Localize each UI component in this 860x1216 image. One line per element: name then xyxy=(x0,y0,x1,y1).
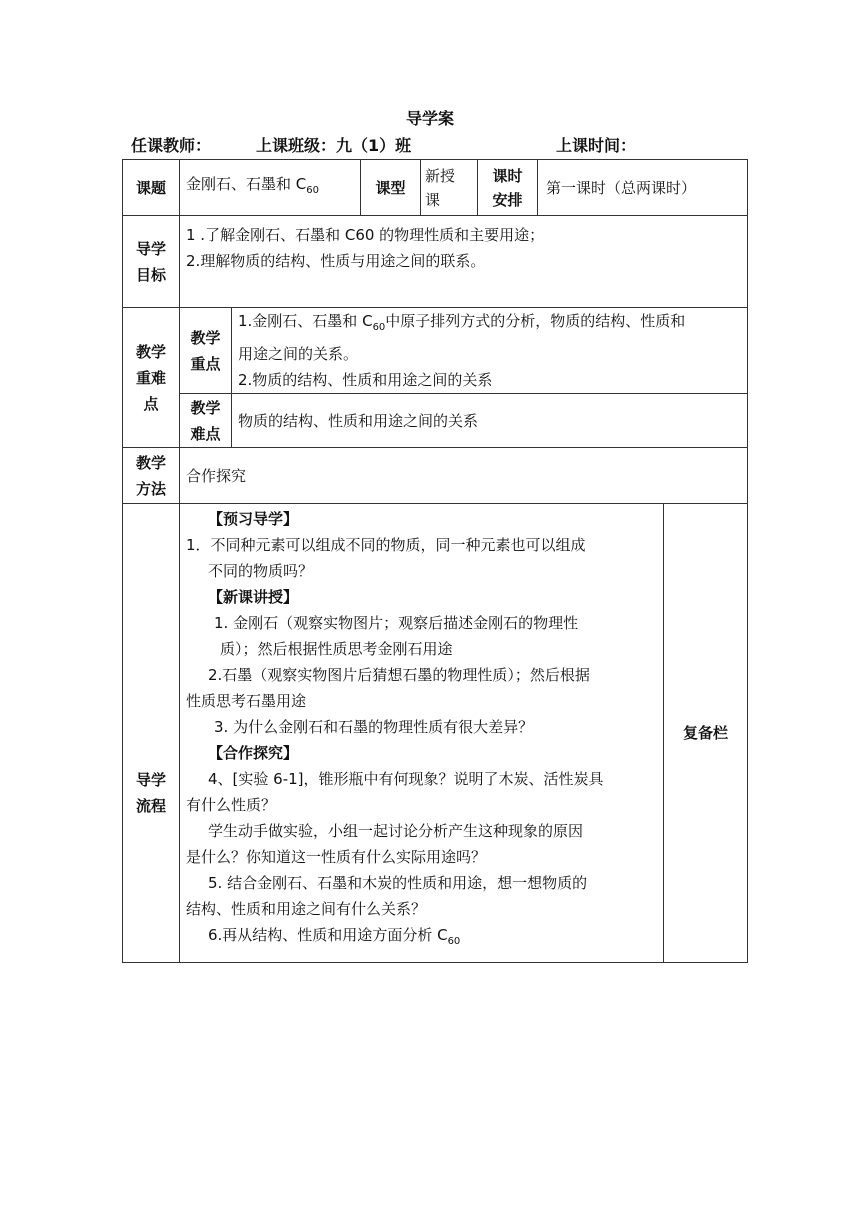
teacher-label: 任课教师： xyxy=(131,136,212,155)
item-experiment: 4、[实验 6-1]，锥形瓶中有何现象？说明了木炭、活性炭具 xyxy=(208,770,604,788)
item-combine: 5. 结合金刚石、石墨和木炭的性质和用途，想一想物质的 xyxy=(208,874,588,892)
document-title: 导学案 xyxy=(405,109,454,128)
item-experiment-cont: 有什么性质？ xyxy=(186,796,277,814)
goals-row xyxy=(123,216,748,308)
section-cooperative: 【合作探究】 xyxy=(208,744,299,762)
focus-1-cont: 用途之间的关系。 xyxy=(238,345,359,363)
schedule-cell xyxy=(478,160,748,216)
difficulty-content: 物质的结构、性质和用途之间的关系 xyxy=(232,394,748,448)
flow-label: 导学 流程 xyxy=(123,504,180,963)
focus-label: 教学 重点 xyxy=(180,308,232,394)
focus-2: 2.物质的结构、性质和用途之间的关系 xyxy=(238,371,493,389)
difficulty-row xyxy=(123,394,748,448)
schedule-label: 课时 安排 xyxy=(478,160,538,215)
keypoints-label: 教学 重难 点 xyxy=(123,308,180,448)
goal-2: 2.理解物质的结构、性质与用途之间的联系。 xyxy=(186,252,486,270)
type-label: 课型 xyxy=(361,160,421,216)
item-c60: 6.再从结构、性质和用途方面分析 $C_{60}$ xyxy=(208,926,461,947)
goals-content xyxy=(180,216,748,308)
schedule-value: 第一课时（总两课时） xyxy=(546,178,697,197)
goals-label: 导学 目标 xyxy=(123,216,180,308)
topic-row xyxy=(123,160,748,216)
review-column: 复备栏 xyxy=(664,504,748,963)
item-students-cont: 是什么？你知道这一性质有什么实际用途吗？ xyxy=(186,848,487,866)
item-diamond-cont: 质）；然后根据性质思考金刚石用途 xyxy=(220,640,453,658)
method-label: 教学 方法 xyxy=(123,448,180,504)
flow-content xyxy=(180,504,664,963)
method-row xyxy=(123,448,748,504)
topic-label: 课题 xyxy=(123,160,180,216)
section-new-lesson: 【新课讲授】 xyxy=(208,588,299,606)
q1: 1．不同种元素可以组成不同的物质，同一种元素也可以组成 xyxy=(186,536,586,554)
item-graphite-cont: 性质思考石墨用途 xyxy=(186,692,307,710)
time-label: 上课时间： xyxy=(556,136,637,155)
method-content: 合作探究 xyxy=(180,448,748,504)
item-graphite: 2.石墨（观察实物图片后猜想石墨的物理性质）；然后根据 xyxy=(208,666,590,684)
difficulty-label: 教学 难点 xyxy=(180,394,232,448)
item-combine-cont: 结构、性质和用途之间有什么关系？ xyxy=(186,900,427,918)
lesson-plan-table xyxy=(122,159,748,963)
item-diamond: 1. 金刚石（观察实物图片；观察后描述金刚石的物理性 xyxy=(214,614,579,632)
flow-row xyxy=(123,504,748,963)
type-value: 新授 课 xyxy=(421,160,478,216)
class-label: 上课班级：九（1）班 xyxy=(256,136,412,155)
item-students: 学生动手做实验，小组一起讨论分析产生这种现象的原因 xyxy=(208,822,584,840)
section-preview: 【预习导学】 xyxy=(208,510,299,528)
focus-content xyxy=(232,308,748,394)
item-why: 3. 为什么金刚石和石墨的物理性质有很大差异？ xyxy=(214,718,534,736)
topic-value: 金刚石、石墨和 $C_{60}$ xyxy=(180,160,361,216)
focus-row xyxy=(123,308,748,394)
q1-cont: 不同的物质吗？ xyxy=(208,562,314,580)
goal-1: 1 .了解金刚石、石墨和 C60 的物理性质和主要用途； xyxy=(186,226,545,244)
focus-1: 1.金刚石、石墨和 $C_{60}$中原子排列方式的分析，物质的结构、性质和 xyxy=(238,312,686,333)
